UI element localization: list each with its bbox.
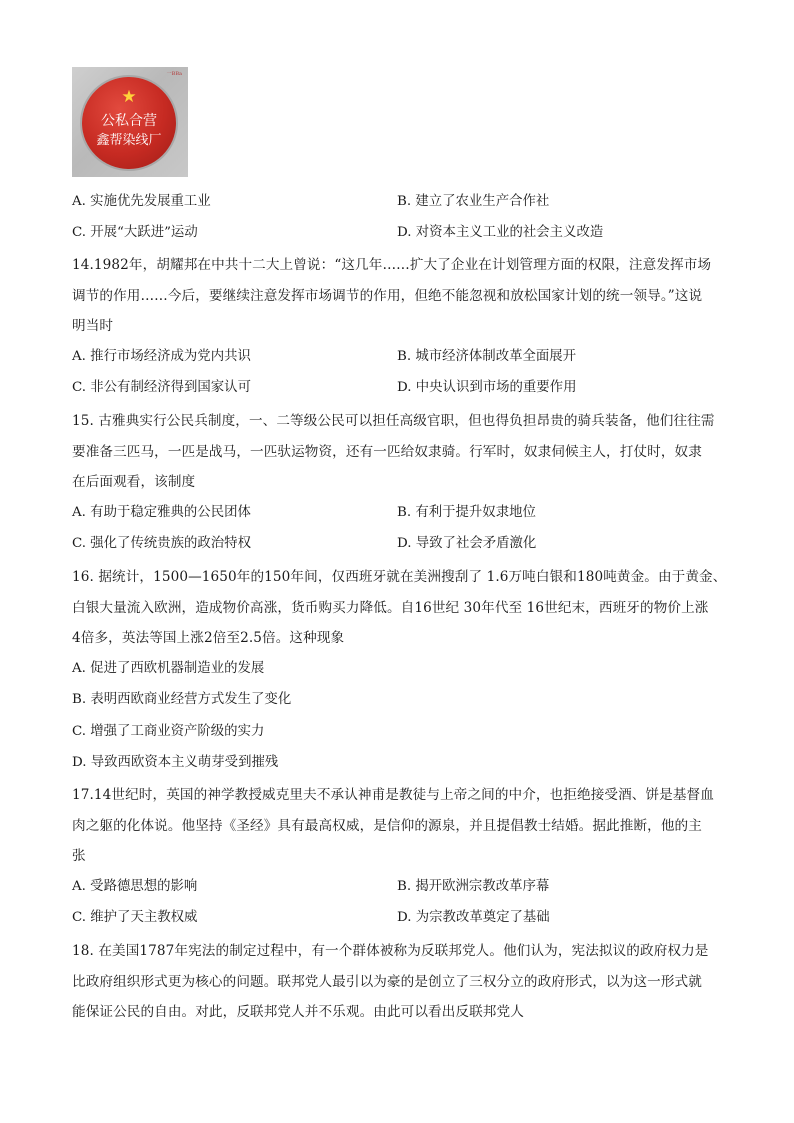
q14-options-row1	[72, 345, 732, 369]
q17-stem-line2: 肉之躯的化体说。他坚持《圣经》具有最高权威，是信仰的源泉，并且提倡教士结婚。据此推断，他的主	[72, 818, 702, 834]
q15-option-a[interactable]: A. 有助于稳定雅典的公民团体	[72, 505, 251, 520]
q15-options-row1	[72, 501, 732, 525]
public-private-badge	[82, 77, 176, 169]
q15-option-b[interactable]: B. 有利于提升奴隶地位	[397, 505, 536, 520]
q17-stem-line1: 17.14世纪时，英国的神学教授威克里夫不承认神甫是教徒与上帝之间的中介，也拒绝接受酒、饼是基督血	[72, 787, 714, 803]
q15-options-row2	[72, 532, 732, 556]
q16-stem-line3: 4倍多，英法等国上涨2倍至2.5倍。这种现象	[72, 630, 345, 646]
q16-stem-line2: 白银大量流入欧洲，造成物价高涨，货币购买力降低。自16世纪 30年代至 16世纪末，西班牙的物价上涨	[72, 600, 709, 616]
q17-option-b[interactable]: B. 揭开欧洲宗教改革序幕	[397, 879, 550, 894]
q13-options-row1	[72, 190, 732, 214]
q13-option-a[interactable]: A. 实施优先发展重工业	[72, 194, 211, 209]
q16-option-a[interactable]: A. 促进了西欧机器制造业的发展	[72, 661, 265, 676]
star-icon: ★	[121, 87, 137, 107]
q16-option-c[interactable]: C. 增强了工商业资产阶级的实力	[72, 724, 265, 739]
photo-stamp: 一BBa	[166, 71, 182, 77]
q14-option-d[interactable]: D. 中央认识到市场的重要作用	[397, 380, 577, 395]
q17-options-row2	[72, 906, 732, 930]
q14-stem-line3: 明当时	[72, 318, 114, 334]
q16-option-row-d	[72, 751, 732, 775]
q13-option-d[interactable]: D. 对资本主义工业的社会主义改造	[397, 225, 604, 240]
q13-option-b[interactable]: B. 建立了农业生产合作社	[397, 194, 550, 209]
q14-option-b[interactable]: B. 城市经济体制改革全面展开	[397, 349, 577, 364]
q16-option-row-c	[72, 720, 732, 744]
q13-option-c[interactable]: C. 开展“大跃进”运动	[72, 225, 198, 240]
q15-option-c[interactable]: C. 强化了传统贵族的政治特权	[72, 536, 251, 551]
q17-option-c[interactable]: C. 维护了天主教权威	[72, 910, 198, 925]
q16-option-d[interactable]: D. 导致西欧资本主义萌芽受到摧残	[72, 755, 279, 770]
q14-option-c[interactable]: C. 非公有制经济得到国家认可	[72, 380, 251, 395]
q14-option-a[interactable]: A. 推行市场经济成为党内共识	[72, 349, 251, 364]
q15-stem-line3: 在后面观看，该制度	[72, 474, 196, 490]
q18-stem-line1: 18. 在美国1787年宪法的制定过程中，有一个群体被称为反联邦党人。他们认为，宪法拟议的政府权力是	[72, 943, 709, 959]
badge-text-line2: 鑫帮染线厂	[96, 133, 162, 148]
q15-stem-line2: 要准备三匹马，一匹是战马，一匹驮运物资，还有一匹给奴隶骑。行军时，奴隶伺候主人，打仗时，奴隶	[72, 444, 702, 460]
q14-stem-line1: 14.1982年，胡耀邦在中共十二大上曾说：“这几年……扩大了企业在计划管理方面的权限，注意发挥市场	[72, 257, 712, 273]
q18-stem-line2: 比政府组织形式更为核心的问题。联邦党人最引以为豪的是创立了三权分立的政府形式，以为这一形式就	[72, 974, 702, 990]
q17-stem-line3: 张	[72, 848, 86, 864]
q14-options-row2	[72, 376, 732, 400]
q13-options-row2	[72, 221, 732, 245]
q17-option-a[interactable]: A. 受路德思想的影响	[72, 879, 198, 894]
badge-photo	[72, 67, 188, 177]
q14-stem-line2: 调节的作用……今后，要继续注意发挥市场调节的作用，但绝不能忽视和放松国家计划的统一领导。”这说	[72, 288, 703, 304]
q16-option-row-a	[72, 657, 732, 681]
q15-option-d[interactable]: D. 导致了社会矛盾激化	[397, 536, 537, 551]
q17-option-d[interactable]: D. 为宗教改革奠定了基础	[397, 910, 550, 925]
badge-text-line1: 公私合营	[101, 113, 157, 129]
q15-stem-line1: 15. 古雅典实行公民兵制度，一、二等级公民可以担任高级官职，但也得负担昂贵的骑兵装备，他们往往需	[72, 413, 715, 429]
q16-stem-line1: 16. 据统计，1500—1650年的150年间，仅西班牙就在美洲搜刮了 1.6万吨白银和180吨黄金。由于黄金、	[72, 569, 727, 585]
q16-option-b[interactable]: B. 表明西欧商业经营方式发生了变化	[72, 692, 292, 707]
q17-options-row1	[72, 875, 732, 899]
q18-stem-line3: 能保证公民的自由。对此，反联邦党人并不乐观。由此可以看出反联邦党人	[72, 1004, 524, 1020]
q16-option-row-b	[72, 688, 732, 712]
